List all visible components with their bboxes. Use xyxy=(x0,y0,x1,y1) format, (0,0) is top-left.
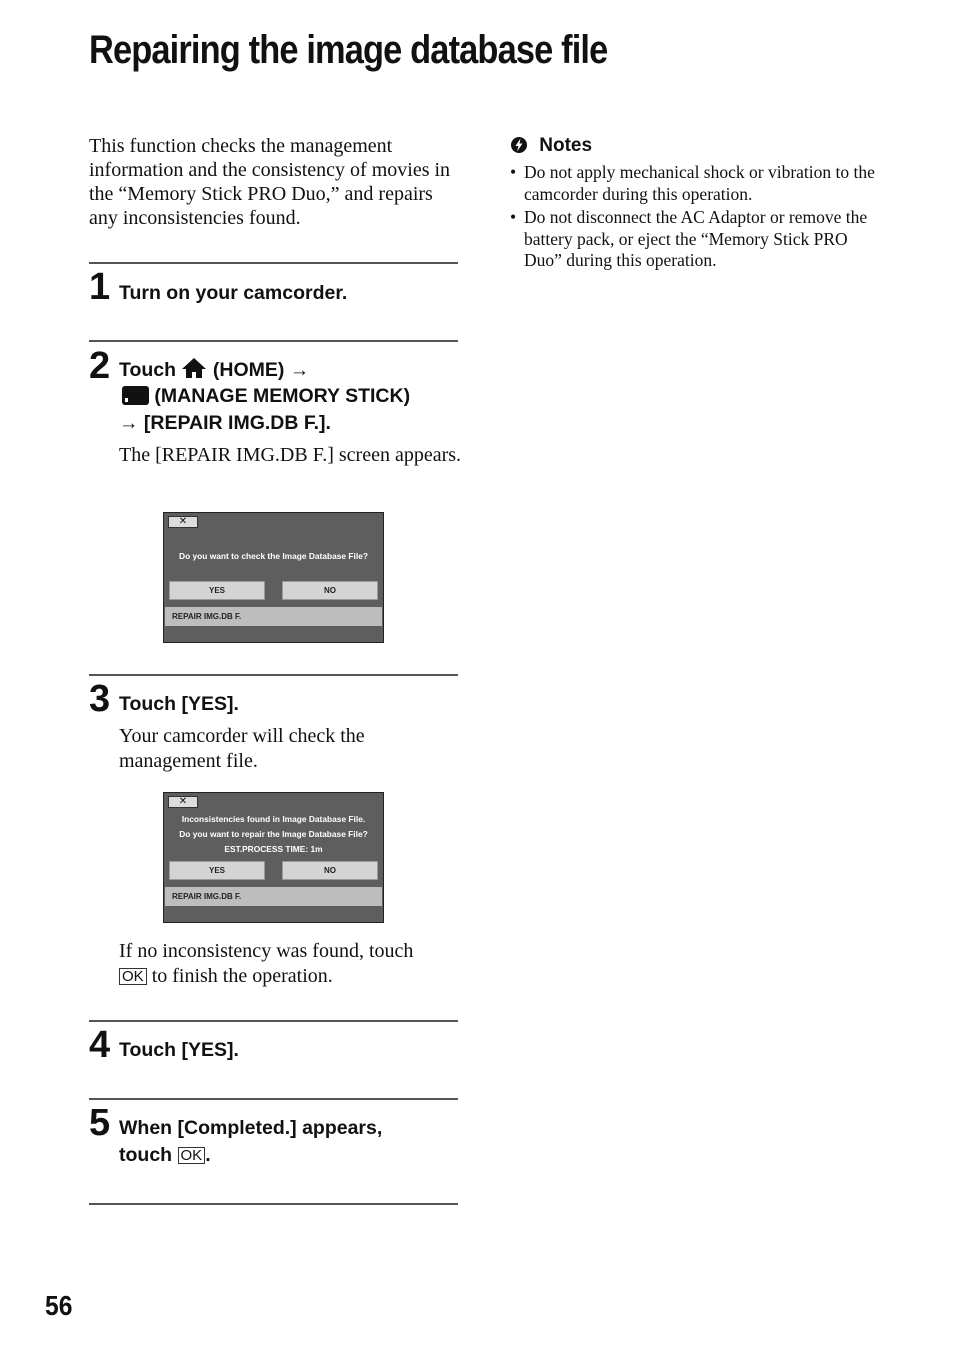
step-3-text: Your camcorder will check the management file. xyxy=(119,725,365,772)
section-end-divider xyxy=(89,1203,458,1205)
page-title: Repairing the image database file xyxy=(89,28,608,72)
step-3-note xyxy=(119,939,464,989)
screen-message: Do you want to check the Image Database File? xyxy=(179,551,368,561)
step-2-manage-label: (MANAGE MEMORY STICK) xyxy=(154,385,411,407)
step-divider xyxy=(89,262,458,264)
yes-button[interactable]: YES xyxy=(169,861,265,880)
step-5-heading-line-2 xyxy=(119,1142,211,1169)
yes-button[interactable]: YES xyxy=(169,581,265,600)
ok-button-glyph: OK xyxy=(178,1147,206,1164)
step-2-touch-label: Touch xyxy=(119,359,177,381)
list-item: • Do not disconnect the AC Adaptor or remove the battery pack, or eject the “Memory Stick PRO Duo” during this operation. xyxy=(510,207,880,272)
notes-list xyxy=(510,162,880,274)
step-1-number: 1 xyxy=(89,266,111,308)
step-1-heading: Turn on your camcorder. xyxy=(119,282,348,304)
step-3-heading: Touch [YES]. xyxy=(119,693,239,715)
caution-icon xyxy=(510,136,528,161)
no-button[interactable]: NO xyxy=(282,861,378,880)
step-divider xyxy=(89,674,458,676)
step-2-number: 2 xyxy=(89,345,111,387)
step-2-heading-line-2 xyxy=(122,383,410,413)
page-number: 56 xyxy=(45,1290,73,1321)
step-divider xyxy=(89,340,458,342)
step-5-heading-line-1: When [Completed.] appears, xyxy=(119,1117,383,1139)
step-3-number: 3 xyxy=(89,678,111,720)
list-item: • Do not apply mechanical shock or vibration to the camcorder during this operation. xyxy=(510,162,880,205)
step-2-repair-label: → [REPAIR IMG.DB F.]. xyxy=(119,412,331,434)
step-4-number: 4 xyxy=(89,1024,111,1066)
screen-title-bar: REPAIR IMG.DB F. xyxy=(165,607,382,626)
step-3-note-after: to finish the operation. xyxy=(151,965,333,987)
step-5-end: . xyxy=(205,1144,211,1166)
notes-title: Notes xyxy=(539,135,593,156)
step-2-text: The [REPAIR IMG.DB F.] screen appears. xyxy=(119,444,462,466)
repair-screen-confirm xyxy=(163,512,384,643)
memory-stick-icon xyxy=(122,386,149,413)
step-2-home-label: (HOME) → xyxy=(212,359,310,381)
close-icon[interactable]: ✕ xyxy=(168,796,198,808)
step-5-number: 5 xyxy=(89,1102,111,1144)
no-button[interactable]: NO xyxy=(282,581,378,600)
step-4-heading: Touch [YES]. xyxy=(119,1039,239,1061)
close-icon[interactable]: ✕ xyxy=(168,516,198,528)
step-divider xyxy=(89,1020,458,1022)
ok-button-glyph: OK xyxy=(119,968,147,985)
notes-heading xyxy=(510,134,592,161)
step-5-touch-label: touch xyxy=(119,1144,173,1166)
screen-message-line-1: Inconsistencies found in Image Database File. xyxy=(181,814,366,824)
screen-title-bar: REPAIR IMG.DB F. xyxy=(165,887,382,906)
intro-paragraph: This function checks the management information and the consistency of movies in the “Memory Stick PRO Duo,” and repairs any inconsistencies found. xyxy=(89,135,451,229)
step-3-note-before: If no inconsistency was found, touch xyxy=(119,940,414,962)
repair-screen-inconsistencies xyxy=(163,792,384,923)
step-divider xyxy=(89,1098,458,1100)
screen-message-line-2: Do you want to repair the Image Database File? xyxy=(179,829,368,839)
screen-message-line-3: EST.PROCESS TIME: 1m xyxy=(224,844,323,854)
